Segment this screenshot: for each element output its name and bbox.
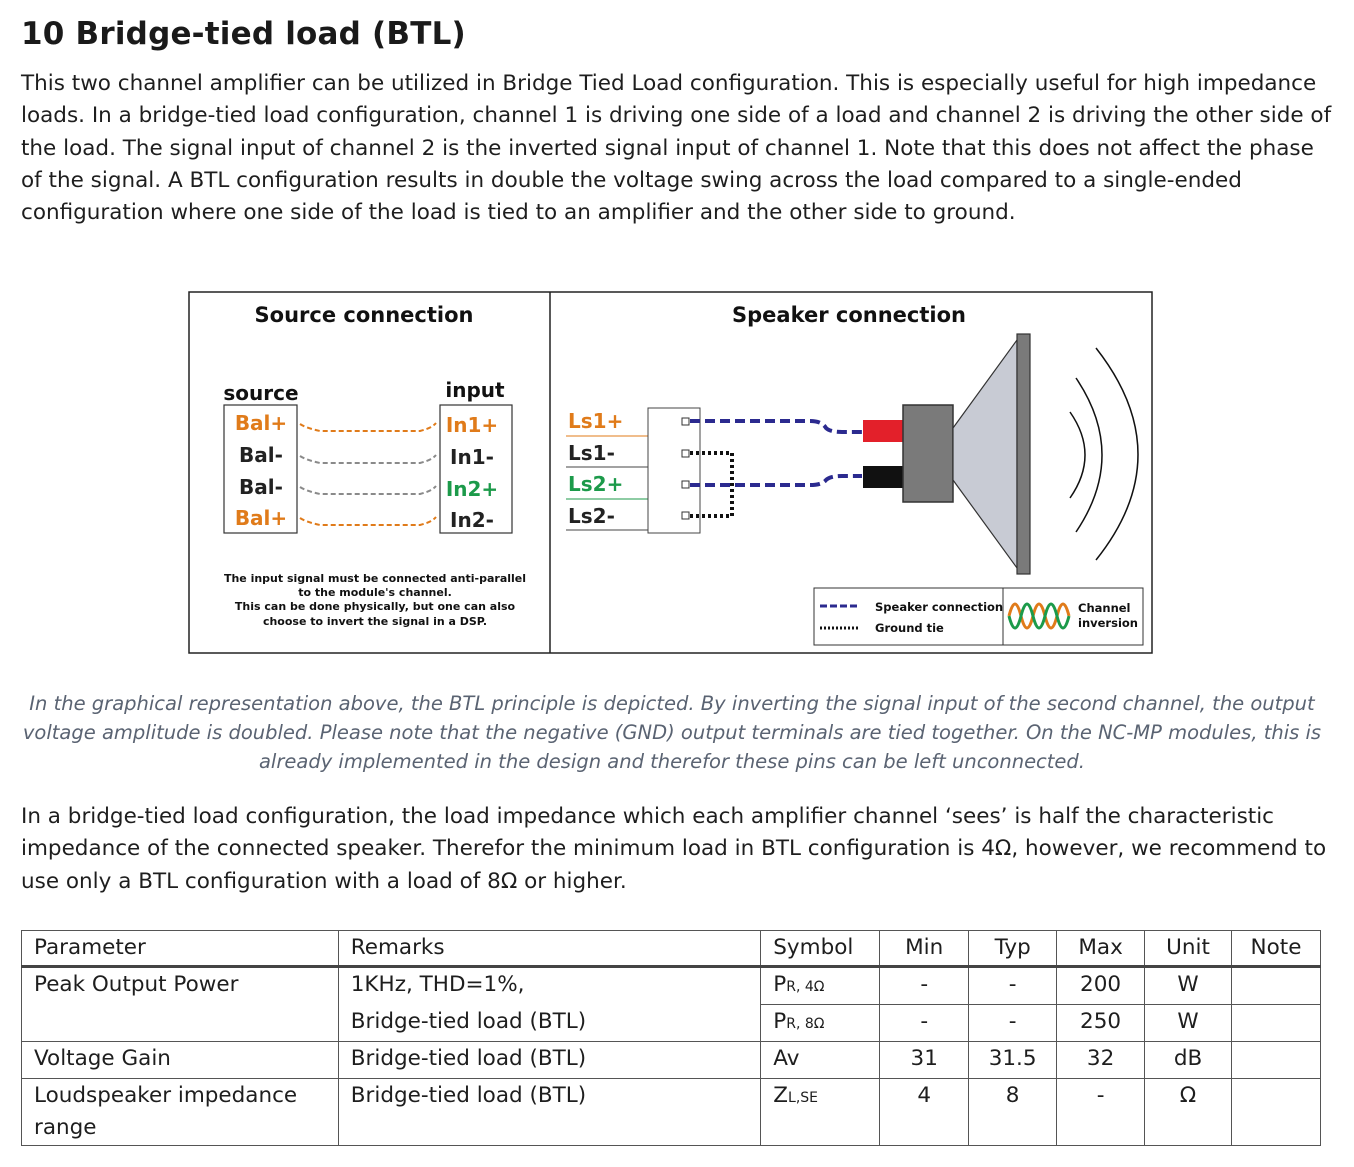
cell-parameter: Peak Output Power [22,967,339,1042]
legend-inversion-label-2: inversion [1078,616,1138,630]
table-header-row [22,931,1321,967]
cell-min: 31 [880,1042,969,1079]
cell-note [1231,1042,1320,1079]
cell-symbol: PR, 4Ω [761,967,880,1005]
cell-remarks: 1KHz, THD=1%, [338,967,761,1005]
cell-symbol: PR, 8Ω [761,1005,880,1042]
cell-parameter: Loudspeaker impedance range [22,1079,339,1146]
speaker-terminal-black [863,466,903,488]
cell-remarks: Bridge-tied load (BTL) [338,1079,761,1146]
sound-wave-2 [1076,378,1102,532]
intro-paragraph: This two channel amplifier can be utilized in Bridge Tied Load configuration. This is especially useful for high impedance loads. In a bridge-tied load configuration, channel 1 is driving one side of a load and channel 2 is driving the other side of the load. The signal input of channel 2 is the inverted signal input of channel 1. Note that this does not affect the phase of the signal. A BTL configuration results in double the voltage swing across the load compared to a single-ended configuration where one side of the load is tied to an amplifier and the other side to ground. [21,71,1332,226]
cell-typ: 31.5 [969,1042,1057,1079]
source-panel-title: Source connection [254,303,474,327]
figure-caption: In the graphical representation above, the BTL principle is depicted. By inverting the signal input of the second channel, the output voltage amplitude is doubled. Please note that the negative (GND) output terminals are tied together. On the NC-MP modules, this is already implemented in the design and therefor these pins can be left unconnected. [22,692,1322,773]
cell-unit: dB [1145,1042,1232,1079]
cell-symbol: Av [761,1042,880,1079]
terminal-ls2-plus [682,481,689,488]
source-pin-bal-plus-2: Bal+ [234,506,288,530]
cell-min: - [880,967,969,1005]
source-note-line-2: to the module's channel. [298,586,452,599]
speaker-magnet [903,405,953,502]
table-row [22,967,1321,1005]
cell-typ: - [969,1005,1057,1042]
cell-unit: W [1145,967,1232,1005]
legend-inversion-label-1: Channel [1078,601,1131,615]
input-pin-in2-plus: In2+ [445,477,499,501]
output-pin-ls1-minus: Ls1- [568,441,615,465]
output-pin-ls2-plus: Ls2+ [568,472,624,496]
cell-typ: 8 [969,1079,1057,1146]
header-remarks: Remarks [338,931,761,967]
input-pin-in1-plus: In1+ [445,413,499,437]
input-pin-in1-minus: In1- [450,445,494,469]
terminal-ls1-minus [682,450,689,457]
btl-spec-table [21,930,1321,1146]
output-pin-ls2-minus: Ls2- [568,504,615,528]
source-note-line-1: The input signal must be connected anti-parallel [223,572,527,585]
cell-max: 200 [1057,967,1145,1005]
terminal-ls1-plus [682,418,689,425]
header-max: Max [1057,931,1145,967]
header-unit: Unit [1145,931,1232,967]
source-label: source [223,381,299,405]
table-row [22,1042,1321,1079]
cell-symbol: ZL,SE [761,1079,880,1146]
source-pin-bal-plus-1: Bal+ [234,411,288,435]
speaker-wire-negative [690,476,862,485]
cell-parameter: Voltage Gain [22,1042,339,1079]
cell-note [1231,967,1320,1005]
source-note-line-3: This can be done physically, but one can also [234,600,516,613]
speaker-rim [1017,334,1030,574]
cell-max: 32 [1057,1042,1145,1079]
header-min: Min [880,931,969,967]
cell-max: 250 [1057,1005,1145,1042]
speaker-wire-positive [690,421,862,432]
impedance-paragraph: In a bridge-tied load configuration, the load impedance which each amplifier channel ‘sees’ is half the characteristic impedance of the connected speaker. Therefor the minimum load in BTL configuration is 4Ω, however, we recommend to use only a BTL configuration with a load of 8Ω or higher. [21,804,1327,894]
header-parameter: Parameter [22,931,339,967]
cell-min: 4 [880,1079,969,1146]
terminal-ls2-minus [682,512,689,519]
speaker-panel-title: Speaker connection [732,303,966,327]
wire-in1-minus [300,455,436,463]
output-pin-ls1-plus: Ls1+ [568,409,624,433]
cell-note [1231,1079,1320,1146]
cell-unit: W [1145,1005,1232,1042]
input-label: input [445,378,505,402]
cell-min: - [880,1005,969,1042]
wire-in2-minus [300,517,436,525]
speaker-cone [953,340,1017,568]
wire-in2-plus [300,486,436,494]
legend-ground-label: Ground tie [875,621,944,635]
legend-speaker-label: Speaker connection [875,600,1004,614]
header-note: Note [1231,931,1320,967]
cell-max: - [1057,1079,1145,1146]
speaker-terminal-red [863,420,903,442]
table-row [22,1079,1321,1146]
cell-note [1231,1005,1320,1042]
header-symbol: Symbol [761,931,880,967]
cell-remarks: Bridge-tied load (BTL) [338,1042,761,1079]
source-note-line-4: choose to invert the signal in a DSP. [262,615,488,628]
source-pin-bal-minus-2: Bal- [239,475,283,499]
cell-remarks: Bridge-tied load (BTL) [338,1005,761,1042]
wire-in1-plus [300,423,436,431]
section-heading: 10 Bridge-tied load (BTL) [21,16,466,52]
sound-wave-1 [1070,412,1085,498]
cell-typ: - [969,967,1057,1005]
input-pin-in2-minus: In2- [450,508,494,532]
header-typ: Typ [969,931,1057,967]
cell-unit: Ω [1145,1079,1232,1146]
source-pin-bal-minus-1: Bal- [239,443,283,467]
